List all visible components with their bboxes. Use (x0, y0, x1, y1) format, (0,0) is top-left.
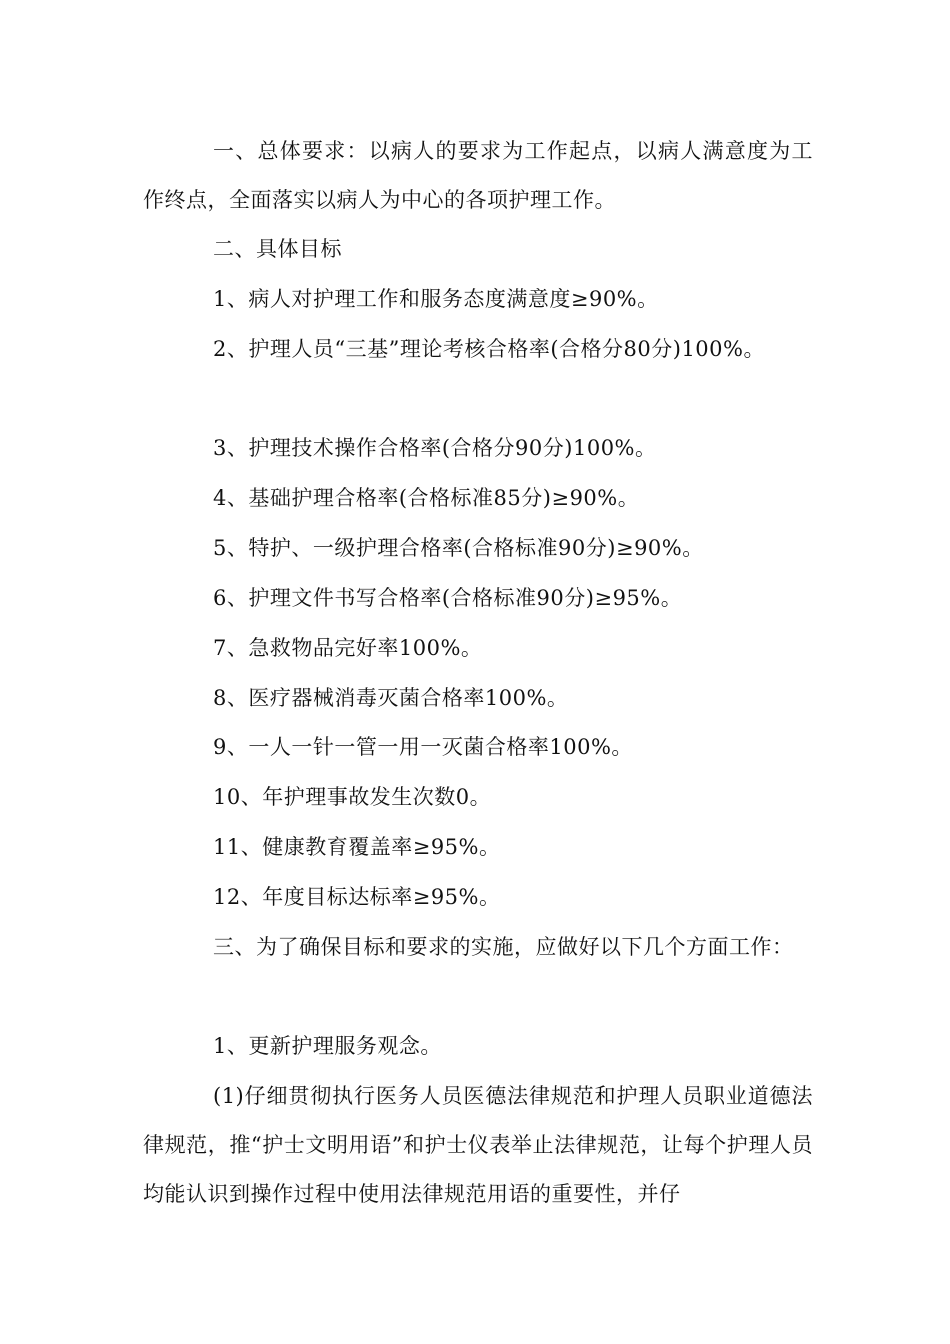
goal-item-4: 4、基础护理合格率(合格标准85分)≥90%。 (213, 486, 640, 510)
goal-item-11: 11、健康教育覆盖率≥95%。 (213, 835, 501, 859)
section-item-1-heading: 1、更新护理服务观念。 (213, 1034, 442, 1058)
goal-item-12: 12、年度目标达标率≥95%。 (213, 885, 501, 909)
goal-item-9: 9、一人一针一管一用一灭菌合格率100%。 (213, 735, 633, 759)
goal-item-6: 6、护理文件书写合格率(合格标准90分)≥95%。 (213, 586, 683, 610)
goal-item-1: 1、病人对护理工作和服务态度满意度≥90%。 (213, 287, 659, 311)
goal-item-8: 8、医疗器械消毒灭菌合格率100%。 (213, 686, 569, 710)
paragraph-service-norms: (1)仔细贯彻执行医务人员医德法律规范和护理人员职业道德法律规范，推“护士文明用语”和护士仪表举止法律规范，让每个护理人员均能认识到操作过程中使用法律规范用语的重要性，并仔 (143, 1084, 813, 1206)
goal-item-10: 10、年护理事故发生次数0。 (213, 785, 492, 809)
goal-item-7: 7、急救物品完好率100%。 (213, 636, 483, 660)
goal-item-2: 2、护理人员“三基”理论考核合格率(合格分80分)100%。 (213, 337, 765, 361)
heading-specific-goals: 二、具体目标 (213, 237, 342, 261)
paragraph-general-requirements: 一、总体要求：以病人的要求为工作起点，以病人满意度为工作终点，全面落实以病人为中心的各项护理工作。 (143, 139, 813, 212)
heading-implementation: 三、为了确保目标和要求的实施，应做好以下几个方面工作： (213, 935, 794, 959)
goal-item-5: 5、特护、一级护理合格率(合格标准90分)≥90%。 (213, 536, 704, 560)
goal-item-3: 3、护理技术操作合格率(合格分90分)100%。 (213, 436, 657, 460)
